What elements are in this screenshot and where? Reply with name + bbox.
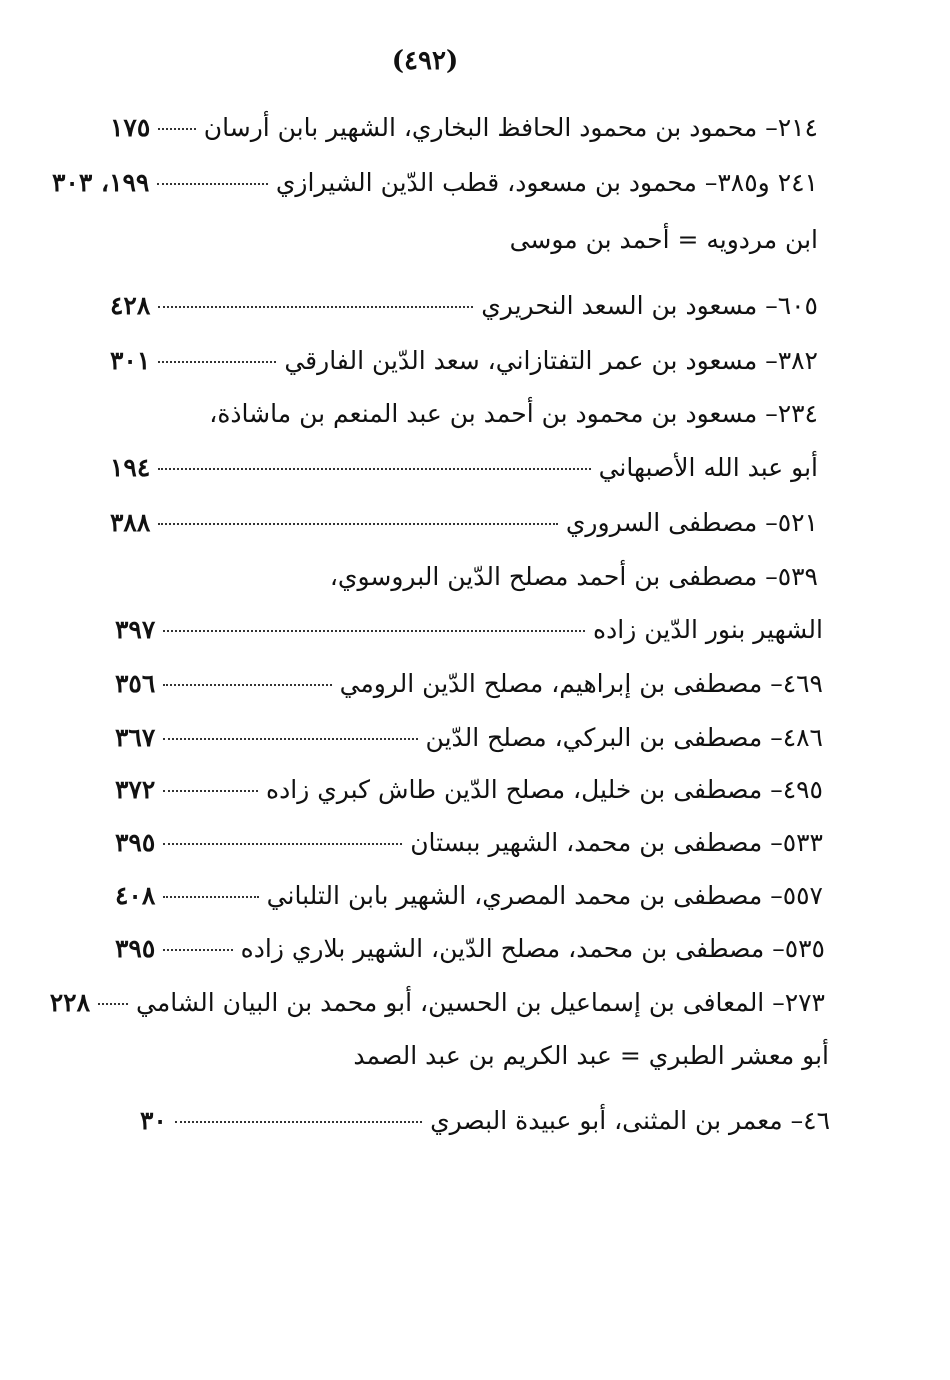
leader-dots — [158, 306, 473, 308]
leader-dots — [163, 684, 331, 686]
leader-dots — [163, 630, 585, 632]
index-entry — [115, 1036, 829, 1076]
entry-page: ٤٢٨ — [110, 291, 151, 320]
entry-text: ٢٧٣– المعافى بن إسماعيل بن الحسين، أبو محمد بن البيان الشامي — [136, 988, 825, 1017]
entry-page: ٣٩٥ — [115, 934, 156, 963]
index-entry — [115, 770, 823, 810]
entry-text: ٢٤١ و٣٨٥– محمود بن مسعود، قطب الدّين الشيرازي — [275, 168, 818, 197]
index-entry — [115, 823, 823, 863]
entry-page: ٢٢٨ — [49, 988, 91, 1017]
index-entry — [110, 503, 818, 543]
entry-page: ١٧٥ — [110, 113, 151, 142]
leader-dots — [163, 896, 258, 898]
index-entry — [110, 557, 818, 597]
index-entry — [49, 983, 825, 1023]
leader-dots — [175, 1121, 422, 1123]
index-entry — [110, 394, 818, 434]
entry-text: ٥٢١– مصطفى السروري — [565, 508, 818, 537]
entry-text: ٦٠٥– مسعود بن السعد النحريري — [481, 291, 818, 320]
entry-text: ٢٣٤– مسعود بن محمود بن أحمد بن عبد المنعم بن ماشاذة، — [209, 399, 818, 428]
entry-page: ٣٠١ — [110, 346, 151, 375]
index-entry — [115, 664, 823, 704]
entry-text: ٥٣٥– مصطفى بن محمد، مصلح الدّين، الشهير بلاري زاده — [240, 934, 825, 963]
entry-text: الشهير بنور الدّين زاده — [593, 615, 823, 644]
entry-text: ٣٨٢– مسعود بن عمر التفتازاني، سعد الدّين الفارقي — [284, 346, 818, 375]
entry-text: أبو عبد الله الأصبهاني — [598, 453, 818, 482]
leader-dots — [158, 468, 590, 470]
index-entry — [140, 1101, 830, 1141]
entry-text: ٤٦– معمر بن المثنى، أبو عبيدة البصري — [430, 1106, 830, 1135]
entry-page: ١٩٤ — [110, 453, 151, 482]
entry-text: أبو معشر الطبري = عبد الكريم بن عبد الصمد — [353, 1041, 829, 1070]
index-entry — [115, 929, 825, 969]
index-entry — [110, 220, 818, 260]
entry-page: ٣٦٧ — [115, 723, 156, 752]
entry-text: ابن مردويه = أحمد بن موسى — [509, 225, 818, 254]
entry-text: ٥٥٧– مصطفى بن محمد المصري، الشهير بابن التلباني — [266, 881, 823, 910]
entry-page: ٣٧٢ — [115, 775, 156, 804]
index-entry — [110, 108, 818, 148]
entry-page: ٤٠٨ — [115, 881, 156, 910]
entry-page: ١٩٩، ٣٠٣ — [52, 168, 150, 197]
page-number: (٤٩٢) — [391, 46, 459, 76]
entry-text: ٢١٤– محمود بن محمود الحافظ البخاري، الشهير بابن أرسان — [203, 113, 818, 142]
leader-dots — [163, 949, 232, 951]
index-entry — [52, 163, 818, 203]
entry-page: ٣٨٨ — [110, 508, 151, 537]
leader-dots — [163, 843, 402, 845]
entry-page: ٣٠ — [140, 1106, 167, 1135]
index-entry — [110, 286, 818, 326]
leader-dots — [163, 790, 258, 792]
entry-page: ٣٥٦ — [115, 669, 156, 698]
index-entry — [115, 610, 823, 650]
index-entry — [110, 341, 818, 381]
leader-dots — [158, 361, 276, 363]
index-entry — [110, 448, 818, 488]
leader-dots — [163, 738, 417, 740]
entry-text: ٥٣٣– مصطفى بن محمد، الشهير ببستان — [410, 828, 823, 857]
index-entry — [115, 876, 823, 916]
entry-text: ٤٩٥– مصطفى بن خليل، مصلح الدّين طاش كبري زاده — [266, 775, 823, 804]
leader-dots — [157, 183, 267, 185]
entry-page: ٣٩٧ — [115, 615, 156, 644]
leader-dots — [158, 523, 558, 525]
entry-text: ٤٨٦– مصطفى بن البركي، مصلح الدّين — [425, 723, 823, 752]
index-entry — [115, 718, 823, 758]
leader-dots — [158, 128, 195, 130]
leader-dots — [98, 1003, 128, 1005]
entry-text: ٥٣٩– مصطفى بن أحمد مصلح الدّين البروسوي، — [329, 562, 818, 591]
entry-text: ٤٦٩– مصطفى بن إبراهيم، مصلح الدّين الرومي — [339, 669, 823, 698]
entry-page: ٣٩٥ — [115, 828, 156, 857]
